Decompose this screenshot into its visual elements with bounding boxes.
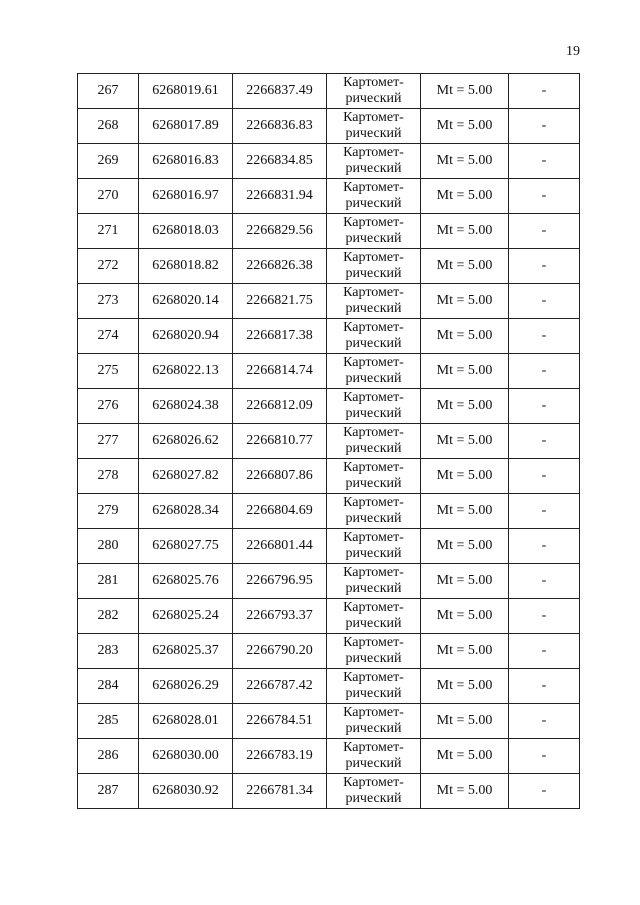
method-line-1: Картомет- [343,705,404,720]
note-cell: - [509,529,580,564]
x-coordinate-cell: 6268026.62 [139,424,233,459]
point-number-cell: 268 [78,109,139,144]
y-coordinate-cell: 2266810.77 [233,424,327,459]
method-cell [327,494,421,529]
note-cell: - [509,214,580,249]
point-number-cell: 283 [78,634,139,669]
table-row [78,109,580,144]
method-line-2: рический [345,791,402,806]
y-coordinate-cell: 2266787.42 [233,669,327,704]
y-coordinate-cell: 2266817.38 [233,319,327,354]
method-line-1: Картомет- [343,110,404,125]
method-line-1: Картомет- [343,775,404,790]
table-row [78,424,580,459]
table-row [78,529,580,564]
accuracy-cell: Mt = 5.00 [421,389,509,424]
method-line-2: рический [345,126,402,141]
x-coordinate-cell: 6268016.97 [139,179,233,214]
method-line-2: рический [345,231,402,246]
table-row [78,179,580,214]
point-number-cell: 272 [78,249,139,284]
y-coordinate-cell: 2266812.09 [233,389,327,424]
method-cell [327,74,421,109]
accuracy-cell: Mt = 5.00 [421,249,509,284]
method-line-1: Картомет- [343,740,404,755]
accuracy-cell: Mt = 5.00 [421,284,509,319]
method-line-2: рический [345,581,402,596]
y-coordinate-cell: 2266814.74 [233,354,327,389]
note-cell: - [509,424,580,459]
method-line-2: рический [345,196,402,211]
note-cell: - [509,494,580,529]
x-coordinate-cell: 6268028.34 [139,494,233,529]
table-body [78,74,580,809]
method-line-2: рический [345,511,402,526]
note-cell: - [509,249,580,284]
x-coordinate-cell: 6268022.13 [139,354,233,389]
method-line-1: Картомет- [343,425,404,440]
table-row [78,739,580,774]
point-number-cell: 278 [78,459,139,494]
note-cell: - [509,354,580,389]
x-coordinate-cell: 6268024.38 [139,389,233,424]
table-row [78,389,580,424]
x-coordinate-cell: 6268018.03 [139,214,233,249]
method-line-2: рический [345,161,402,176]
method-line-2: рический [345,266,402,281]
method-line-1: Картомет- [343,530,404,545]
method-line-1: Картомет- [343,355,404,370]
method-cell [327,599,421,634]
y-coordinate-cell: 2266831.94 [233,179,327,214]
method-line-2: рический [345,91,402,106]
point-number-cell: 287 [78,774,139,809]
accuracy-cell: Mt = 5.00 [421,739,509,774]
note-cell: - [509,179,580,214]
note-cell: - [509,564,580,599]
table-row [78,774,580,809]
method-cell [327,249,421,284]
accuracy-cell: Mt = 5.00 [421,354,509,389]
method-cell [327,564,421,599]
method-line-2: рический [345,616,402,631]
point-number-cell: 284 [78,669,139,704]
point-number-cell: 280 [78,529,139,564]
method-line-1: Картомет- [343,250,404,265]
table-row [78,599,580,634]
accuracy-cell: Mt = 5.00 [421,564,509,599]
y-coordinate-cell: 2266837.49 [233,74,327,109]
method-line-1: Картомет- [343,565,404,580]
note-cell: - [509,109,580,144]
x-coordinate-cell: 6268020.94 [139,319,233,354]
method-line-1: Картомет- [343,390,404,405]
method-line-1: Картомет- [343,145,404,160]
point-number-cell: 275 [78,354,139,389]
point-number-cell: 270 [78,179,139,214]
method-cell [327,739,421,774]
table-row [78,354,580,389]
point-number-cell: 274 [78,319,139,354]
method-cell [327,389,421,424]
method-cell [327,704,421,739]
point-number-cell: 285 [78,704,139,739]
x-coordinate-cell: 6268020.14 [139,284,233,319]
page-number: 19 [566,44,580,59]
table-row [78,249,580,284]
accuracy-cell: Mt = 5.00 [421,494,509,529]
x-coordinate-cell: 6268025.76 [139,564,233,599]
note-cell: - [509,599,580,634]
method-cell [327,214,421,249]
table-row [78,319,580,354]
note-cell: - [509,704,580,739]
accuracy-cell: Mt = 5.00 [421,109,509,144]
method-line-1: Картомет- [343,495,404,510]
y-coordinate-cell: 2266783.19 [233,739,327,774]
method-line-2: рический [345,371,402,386]
y-coordinate-cell: 2266836.83 [233,109,327,144]
method-line-1: Картомет- [343,320,404,335]
accuracy-cell: Mt = 5.00 [421,634,509,669]
point-number-cell: 281 [78,564,139,599]
method-cell [327,284,421,319]
y-coordinate-cell: 2266796.95 [233,564,327,599]
x-coordinate-cell: 6268018.82 [139,249,233,284]
table-row [78,144,580,179]
method-cell [327,109,421,144]
table-row [78,704,580,739]
table-row [78,214,580,249]
method-line-2: рический [345,441,402,456]
accuracy-cell: Mt = 5.00 [421,144,509,179]
method-line-1: Картомет- [343,285,404,300]
note-cell: - [509,459,580,494]
coordinates-table [77,73,580,809]
method-line-1: Картомет- [343,215,404,230]
table-row [78,669,580,704]
method-line-1: Картомет- [343,670,404,685]
note-cell: - [509,144,580,179]
method-line-1: Картомет- [343,460,404,475]
x-coordinate-cell: 6268025.24 [139,599,233,634]
accuracy-cell: Mt = 5.00 [421,74,509,109]
x-coordinate-cell: 6268016.83 [139,144,233,179]
method-line-2: рический [345,756,402,771]
point-number-cell: 277 [78,424,139,459]
y-coordinate-cell: 2266829.56 [233,214,327,249]
point-number-cell: 271 [78,214,139,249]
accuracy-cell: Mt = 5.00 [421,319,509,354]
method-cell [327,669,421,704]
method-cell [327,179,421,214]
method-cell [327,774,421,809]
method-cell [327,144,421,179]
table-row [78,564,580,599]
note-cell: - [509,774,580,809]
note-cell: - [509,389,580,424]
table-row [78,634,580,669]
method-cell [327,529,421,564]
y-coordinate-cell: 2266801.44 [233,529,327,564]
x-coordinate-cell: 6268028.01 [139,704,233,739]
table-row [78,494,580,529]
x-coordinate-cell: 6268027.75 [139,529,233,564]
point-number-cell: 269 [78,144,139,179]
method-cell [327,319,421,354]
table-row [78,284,580,319]
point-number-cell: 282 [78,599,139,634]
note-cell: - [509,319,580,354]
table-row [78,459,580,494]
method-line-1: Картомет- [343,75,404,90]
accuracy-cell: Mt = 5.00 [421,669,509,704]
y-coordinate-cell: 2266821.75 [233,284,327,319]
accuracy-cell: Mt = 5.00 [421,599,509,634]
point-number-cell: 273 [78,284,139,319]
method-cell [327,634,421,669]
method-line-2: рический [345,546,402,561]
point-number-cell: 286 [78,739,139,774]
note-cell: - [509,284,580,319]
point-number-cell: 276 [78,389,139,424]
note-cell: - [509,74,580,109]
y-coordinate-cell: 2266807.86 [233,459,327,494]
method-line-2: рический [345,301,402,316]
x-coordinate-cell: 6268030.92 [139,774,233,809]
method-line-2: рический [345,406,402,421]
x-coordinate-cell: 6268017.89 [139,109,233,144]
accuracy-cell: Mt = 5.00 [421,704,509,739]
method-line-1: Картомет- [343,180,404,195]
method-line-1: Картомет- [343,635,404,650]
method-cell [327,354,421,389]
y-coordinate-cell: 2266804.69 [233,494,327,529]
method-line-2: рический [345,336,402,351]
method-line-2: рический [345,721,402,736]
point-number-cell: 267 [78,74,139,109]
note-cell: - [509,634,580,669]
x-coordinate-cell: 6268026.29 [139,669,233,704]
y-coordinate-cell: 2266790.20 [233,634,327,669]
accuracy-cell: Mt = 5.00 [421,459,509,494]
method-line-2: рический [345,686,402,701]
accuracy-cell: Mt = 5.00 [421,774,509,809]
method-line-1: Картомет- [343,600,404,615]
y-coordinate-cell: 2266826.38 [233,249,327,284]
accuracy-cell: Mt = 5.00 [421,214,509,249]
method-cell [327,424,421,459]
method-line-2: рический [345,476,402,491]
x-coordinate-cell: 6268027.82 [139,459,233,494]
y-coordinate-cell: 2266793.37 [233,599,327,634]
accuracy-cell: Mt = 5.00 [421,179,509,214]
x-coordinate-cell: 6268025.37 [139,634,233,669]
note-cell: - [509,669,580,704]
y-coordinate-cell: 2266834.85 [233,144,327,179]
y-coordinate-cell: 2266784.51 [233,704,327,739]
method-cell [327,459,421,494]
x-coordinate-cell: 6268019.61 [139,74,233,109]
note-cell: - [509,739,580,774]
y-coordinate-cell: 2266781.34 [233,774,327,809]
x-coordinate-cell: 6268030.00 [139,739,233,774]
accuracy-cell: Mt = 5.00 [421,424,509,459]
point-number-cell: 279 [78,494,139,529]
table-row [78,74,580,109]
accuracy-cell: Mt = 5.00 [421,529,509,564]
method-line-2: рический [345,651,402,666]
